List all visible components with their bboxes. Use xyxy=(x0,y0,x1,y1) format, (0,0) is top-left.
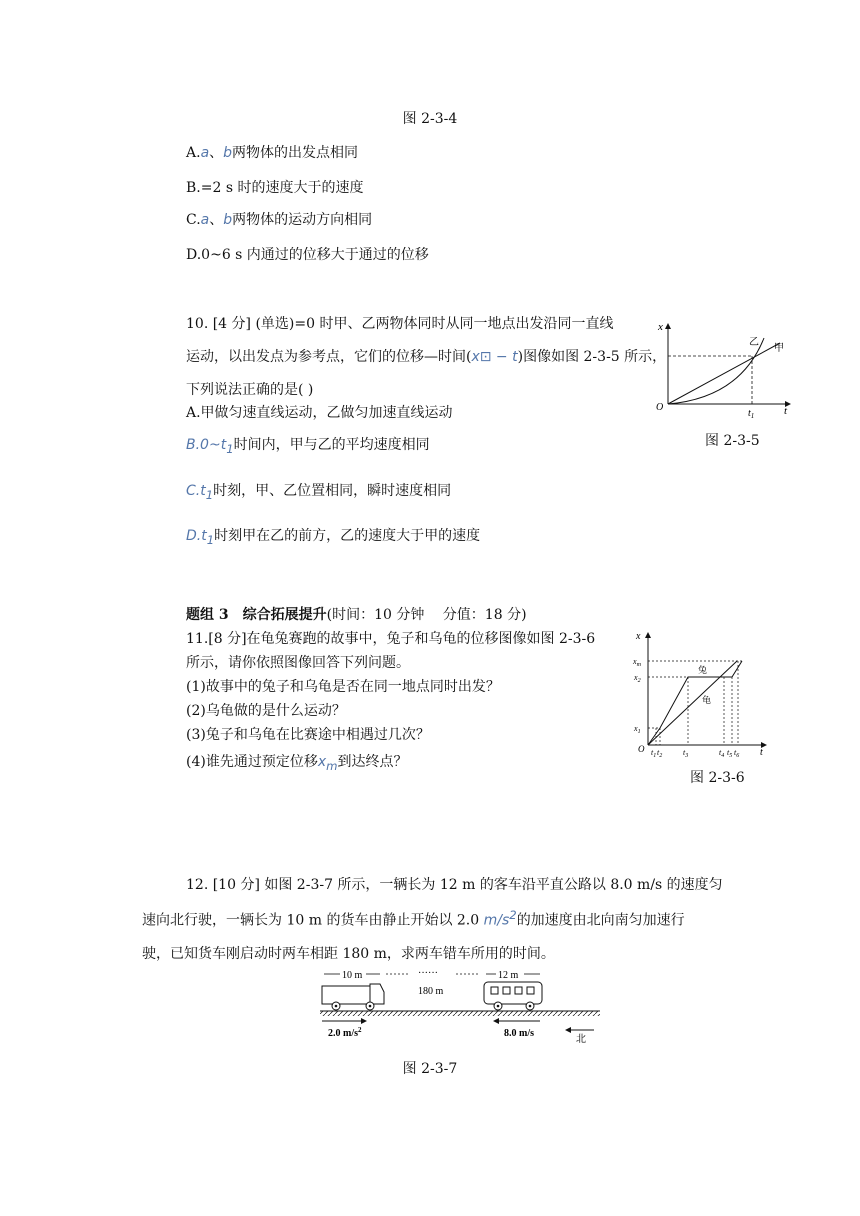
tick-t1: $t_1$ xyxy=(748,408,755,418)
q9-option-b: B.=2 s 时的速度大于的速度 xyxy=(186,180,364,196)
q11-sub1: (1)故事中的兔子和乌龟是否在同一地点同时出发？ xyxy=(186,679,500,695)
y-axis-label: x xyxy=(636,631,641,642)
q9-option-a: A.a、b两物体的出发点相同 xyxy=(186,145,359,161)
label-truck-length: 10 m xyxy=(342,970,363,981)
origin-label: O xyxy=(656,402,664,413)
tick-label-t5: $t_5$ xyxy=(727,748,733,759)
label-jia: 甲 xyxy=(774,343,784,354)
figure-caption-2-3-6: 图 2-3-6 xyxy=(690,770,745,786)
q10-option-c: $C.t_1$时刻，甲、乙位置相同，瞬时速度相同 xyxy=(186,483,452,502)
label-speed: 8.0 m/s xyxy=(504,1028,534,1039)
q12-stem-line2: 速向北行驶，一辆长为 10 m 的货车由静止开始以 2.0 $m/s^2$的加速度由北向南匀加速行 xyxy=(142,908,685,929)
q9-option-c: C.a、b两物体的运动方向相同 xyxy=(186,212,373,228)
label-yi: 乙 xyxy=(749,337,759,348)
group3-heading: 题组 3 综合拓展提升(时间：10 分钟 分值：18 分) xyxy=(186,607,527,623)
label-xm: $x_m$ xyxy=(633,657,641,668)
label-acceleration: 2.0 $m/s^2$ xyxy=(328,1026,362,1039)
origin-label: O xyxy=(638,744,645,754)
q11-sub2: (2)乌龟做的是什么运动？ xyxy=(186,703,346,719)
x-axis-label: t xyxy=(760,747,763,758)
svg-text:······: ······ xyxy=(418,968,438,979)
label-rabbit: 兔 xyxy=(698,665,708,675)
figure-caption-2-3-5: 图 2-3-5 xyxy=(705,433,760,449)
q11-stem-line1: 11.[8 分]在龟兔赛跑的故事中，兔子和乌龟的位移图像如图 2-3-6 xyxy=(186,631,596,647)
x-axis-label: t xyxy=(784,405,788,417)
q12-stem-line1: 12. [10 分] 如图 2-3-7 所示，一辆长为 12 m 的客车沿平直公路以 8.0 m/s 的速度匀 xyxy=(186,877,723,893)
q10-option-b: $B.0\sim t_1$时间内，甲与乙的平均速度相同 xyxy=(186,437,430,456)
q12-stem-line3: 驶，已知货车刚启动时两车相距 180 m，求两车错车所用的时间。 xyxy=(142,946,555,962)
label-turtle: 龟 xyxy=(702,695,712,705)
rabbit-line xyxy=(648,661,742,745)
q10-option-a: A.甲做匀速直线运动，乙做匀加速直线运动 xyxy=(186,405,453,421)
label-x2: $x_2$ xyxy=(634,673,641,684)
figure-caption-2-3-4: 图 2-3-4 xyxy=(402,111,458,127)
tick-label-t4: $t_4$ xyxy=(719,748,725,759)
q11-sub3: (3)兔子和乌龟在比赛途中相遇过几次？ xyxy=(186,727,430,743)
tick-label-t1: $t_1$ xyxy=(651,748,657,759)
tick-label-t6: $t_6$ xyxy=(734,748,740,759)
figure-caption-2-3-7: 图 2-3-7 xyxy=(402,1061,458,1077)
q9-option-d: D.0~6 s 内通过的位移大于通过的位移 xyxy=(186,247,429,263)
truck xyxy=(322,984,384,1010)
q11-sub4: (4)谁先通过预定位移$x_m$到达终点？ xyxy=(186,754,408,773)
t-ticks xyxy=(651,748,739,759)
q10-option-d: $D.t_1$时刻甲在乙的前方，乙的速度大于甲的速度 xyxy=(186,528,481,547)
figure-2-3-7 xyxy=(310,964,610,1044)
tick-label-t2: $t_2$ xyxy=(657,748,663,759)
figure-2-3-5 xyxy=(650,318,800,418)
figure-2-3-6 xyxy=(632,625,772,760)
ground-hatch xyxy=(320,1011,600,1016)
label-gap: 180 m xyxy=(418,986,444,997)
q11-stem-line2: 所示，请你依照图像回答下列问题。 xyxy=(186,655,410,671)
q10-stem-line2: 运动，以出发点为参考点，它们的位移—时间(x⊡ − t)图像如图 2-3-5 所示， xyxy=(186,349,667,365)
bus xyxy=(484,982,542,1010)
q10-stem-line3: 下列说法正确的是( ) xyxy=(186,382,314,398)
label-bus-length: 12 m xyxy=(498,970,519,981)
label-x1: $x_1$ xyxy=(634,724,641,735)
label-north: 北 xyxy=(576,1034,586,1044)
line-jia xyxy=(668,343,780,404)
tick-label-t3: $t_3$ xyxy=(683,748,689,759)
y-axis-label: x xyxy=(658,321,663,333)
q10-stem-line1: 10. [4 分] (单选)=0 时甲、乙两物体同时从同一地点出发沿同一直线 xyxy=(186,316,614,332)
